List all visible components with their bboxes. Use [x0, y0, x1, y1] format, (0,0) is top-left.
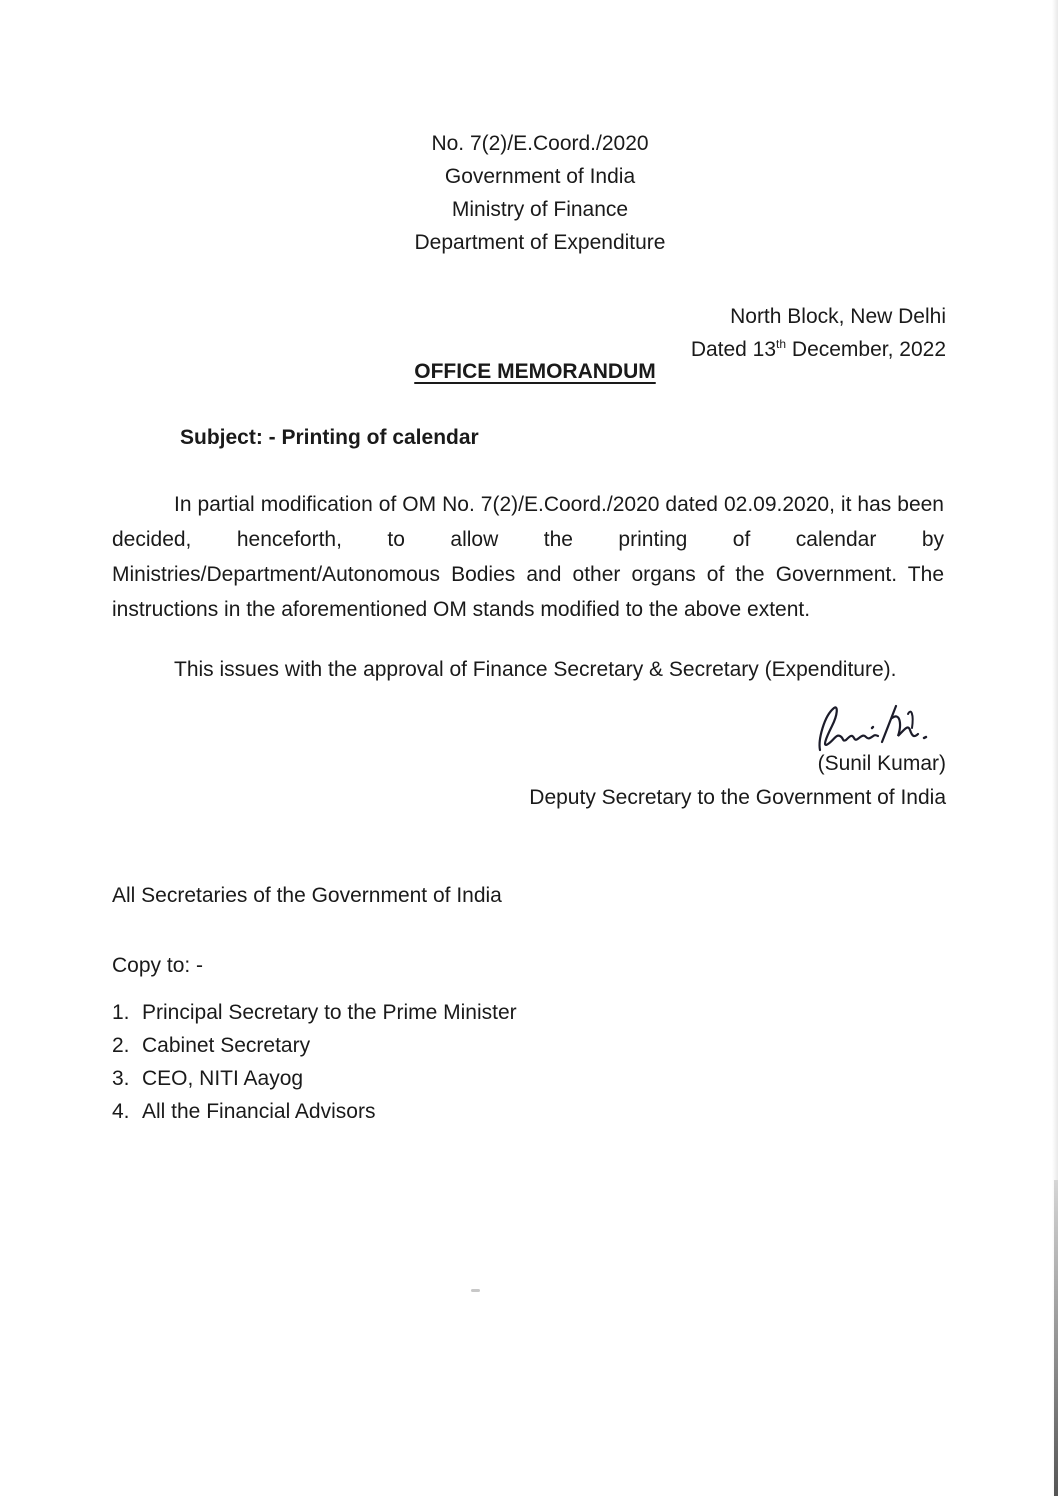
government-name: Government of India	[444, 165, 636, 188]
department-name: Department of Expenditure	[414, 231, 666, 254]
place-date-block	[691, 300, 946, 366]
list-item	[112, 1095, 517, 1128]
addressee: All Secretaries of the Government of India	[112, 884, 502, 907]
copy-to-label: Copy to: -	[112, 954, 204, 977]
location: North Block, New Delhi	[730, 305, 946, 328]
copy-to-list	[112, 996, 517, 1128]
memo-title: OFFICE MEMORANDUM	[414, 360, 656, 383]
handwritten-signature	[812, 694, 948, 756]
list-item-text: Cabinet Secretary	[142, 1034, 311, 1057]
list-item-text: Principal Secretary to the Prime Minister	[142, 1001, 517, 1024]
ministry-name: Ministry of Finance	[451, 198, 629, 221]
date-suffix: December, 2022	[786, 338, 946, 361]
list-item-number: 3.	[112, 1067, 130, 1090]
list-item	[112, 1029, 517, 1062]
list-item	[112, 996, 517, 1029]
signatory-name: (Sunil Kumar)	[817, 752, 946, 775]
page-edge-scan-mark	[1054, 1180, 1058, 1496]
memo-title-row	[0, 360, 1058, 384]
list-item-text: All the Financial Advisors	[142, 1100, 376, 1123]
list-item	[112, 1062, 517, 1095]
body-paragraph-1: In partial modification of OM No. 7(2)/E.Coord./2020 dated 02.09.2020, it has been decided, henceforth, to allow the printing of calendar by Ministries/Department/Autonomous Bodies and other organs of the Government. The instructions in the aforementioned OM stands modified to the above extent.	[112, 493, 944, 621]
list-item-number: 1.	[112, 1001, 130, 1024]
reference-number: No. 7(2)/E.Coord./2020	[431, 132, 649, 155]
list-item-number: 2.	[112, 1034, 130, 1057]
date-ordinal: th	[776, 337, 787, 351]
body-paragraph-2: This issues with the approval of Finance Secretary & Secretary (Expenditure).	[174, 658, 897, 681]
list-item-number: 4.	[112, 1100, 130, 1123]
date-prefix: Dated 13	[690, 338, 777, 361]
letterhead	[300, 127, 780, 259]
list-item-text: CEO, NITI Aayog	[142, 1067, 304, 1090]
scan-speck	[471, 1289, 480, 1292]
signatory-designation: Deputy Secretary to the Government of India	[529, 786, 946, 809]
subject-line: Subject: - Printing of calendar	[180, 426, 479, 449]
